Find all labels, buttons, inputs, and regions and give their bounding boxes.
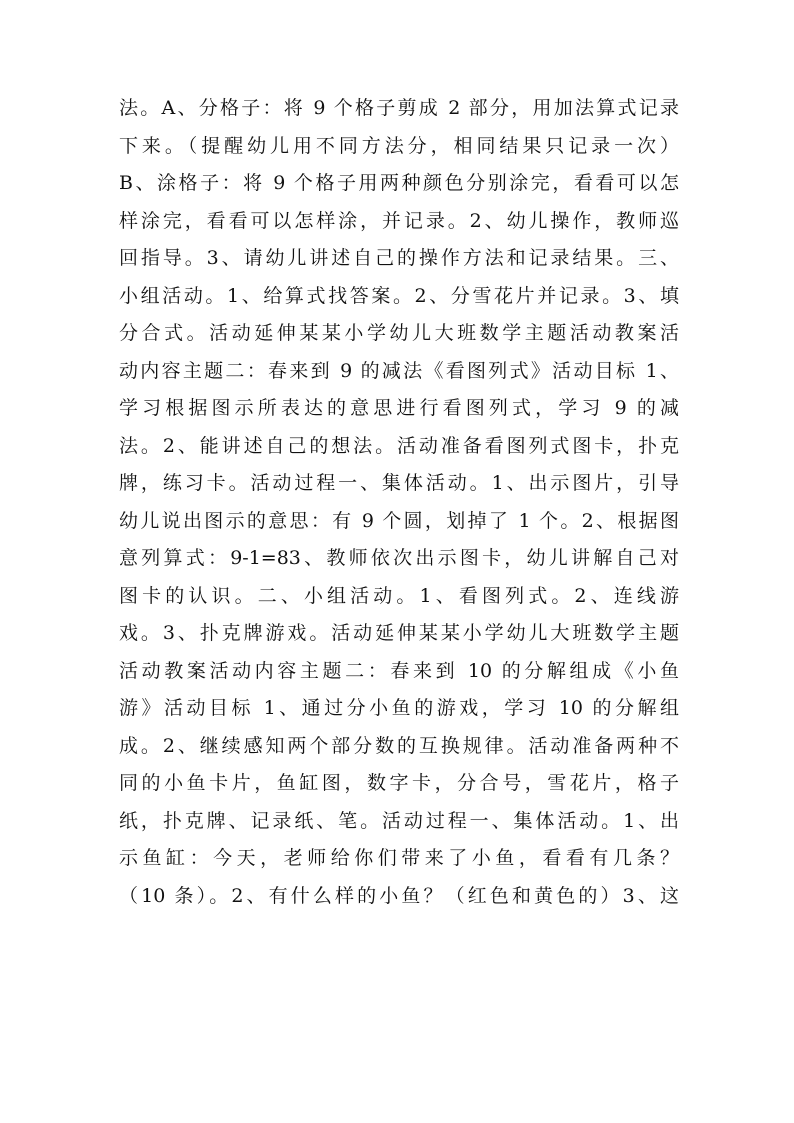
body-text <box>119 90 679 915</box>
text-line: 游》活动目标 1、通过分小鱼的游戏，学习 10 的分解组 <box>119 697 679 719</box>
text-line: 法。2、能讲述自己的想法。活动准备看图列式图卡，扑克 <box>119 434 679 457</box>
text-line: 活动教案活动内容主题二：春来到 10 的分解组成《小鱼 <box>119 659 679 682</box>
text-line: 小组活动。1、给算式找答案。2、分雪花片并记录。3、填 <box>119 284 679 307</box>
text-line: 示鱼缸：今天，老师给你们带来了小鱼，看看有几条？ <box>119 847 679 869</box>
text-line: 戏。3、扑克牌游戏。活动延伸某某小学幼儿大班数学主题 <box>119 622 679 644</box>
text-line: 意列算式：9-1=83、教师依次出示图卡，幼儿讲解自己对 <box>119 547 679 569</box>
text-line: 纸，扑克牌、记录纸、笔。活动过程一、集体活动。1、出 <box>119 809 679 832</box>
text-line: 样涂完，看看可以怎样涂，并记录。2、幼儿操作，教师巡 <box>119 209 679 232</box>
text-line: 图卡的认识。二、小组活动。1、看图列式。2、连线游 <box>119 584 679 607</box>
text-line: （10 条）。2、有什么样的小鱼？（红色和黄色的）3、这 <box>119 884 679 907</box>
text-line: 法。A、分格子：将 9 个格子剪成 2 部分，用加法算式记录 <box>119 97 679 119</box>
text-line: 分合式。活动延伸某某小学幼儿大班数学主题活动教案活 <box>119 322 679 344</box>
text-line: 牌，练习卡。活动过程一、集体活动。1、出示图片，引导 <box>119 472 679 494</box>
text-line: 回指导。3、请幼儿讲述自己的操作方法和记录结果。三、 <box>119 247 679 269</box>
text-line: B、涂格子：将 9 个格子用两种颜色分别涂完，看看可以怎 <box>119 172 679 194</box>
text-line: 动内容主题二：春来到 9 的减法《看图列式》活动目标 1、 <box>119 359 679 382</box>
text-line: 同的小鱼卡片，鱼缸图，数字卡，分合号，雪花片，格子 <box>119 772 679 794</box>
text-line: 成。2、继续感知两个部分数的互换规律。活动准备两种不 <box>119 734 679 757</box>
text-line: 幼儿说出图示的意思：有 9 个圆，划掉了 1 个。2、根据图 <box>119 509 679 532</box>
text-line: 下来。（提醒幼儿用不同方法分，相同结果只记录一次） <box>119 134 679 157</box>
text-line: 学习根据图示所表达的意思进行看图列式，学习 9 的减 <box>119 397 679 419</box>
